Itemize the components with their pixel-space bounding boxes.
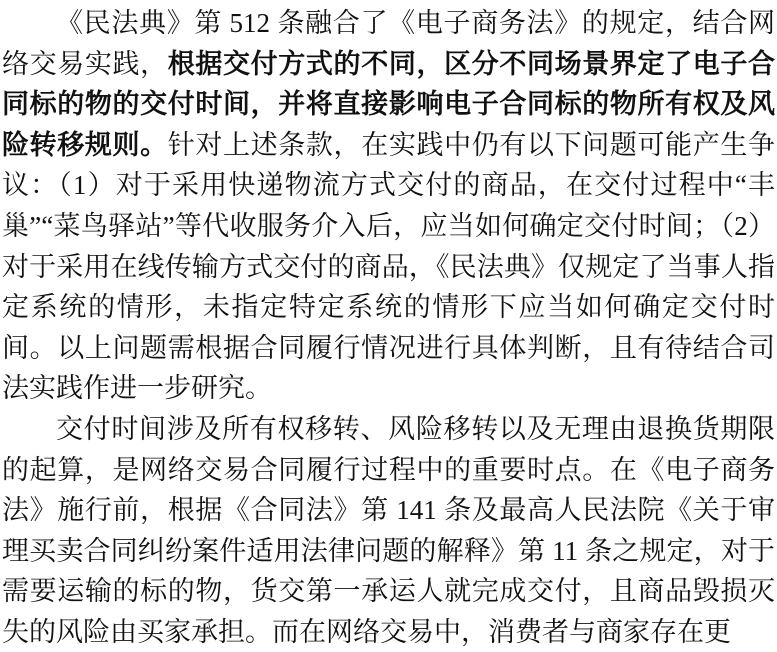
text-run: 针对上述条款，在实践中仍有以下问题可能产生争议：（1）对于采用快递物流方式交付的商品，在交付过程中“丰巢”“菜鸟驿站”等代收服务介入后，应当如何确定交付时间；（2）对于采用在线传输方式交付的商品，《民法典》仅规定了当事人指定系统的情形，未指定特定系统的情形下应当如何确定交付时间。以上问题需根据合同履行情况进行具体判断，且有待结合司法实践作进一步研究。 bbox=[2, 129, 776, 404]
text-run: 交付时间涉及所有权移转、风险移转以及无理由退换货期限的起算，是网络交易合同履行过程中的重要时点。在《电子商务法》施行前，根据《合同法》第 141 条及最高人民法院《关于审理买卖合同纠纷案件适用法律问题的解释》第 11 条之规定，对于需要运输的标的物，货交第一承运人就完成交付，且商品毁损灭失的风险由买家承担。而在网络交易中，消费者与商家存在更 bbox=[2, 413, 775, 647]
paragraph-2 bbox=[2, 409, 775, 652]
text-run-bold: 根据交付方式的不同，区分不同场景界定了电子合同标的物的交付时间，并将直接影响电子合同标的物所有权及风险转移规则。 bbox=[2, 48, 776, 160]
document-body-text bbox=[2, 3, 775, 652]
text-run: 《民法典》第 512 条融合了《电子商务法》的规定，结合网络交易实践， bbox=[2, 8, 775, 79]
paragraph-1 bbox=[2, 3, 775, 409]
